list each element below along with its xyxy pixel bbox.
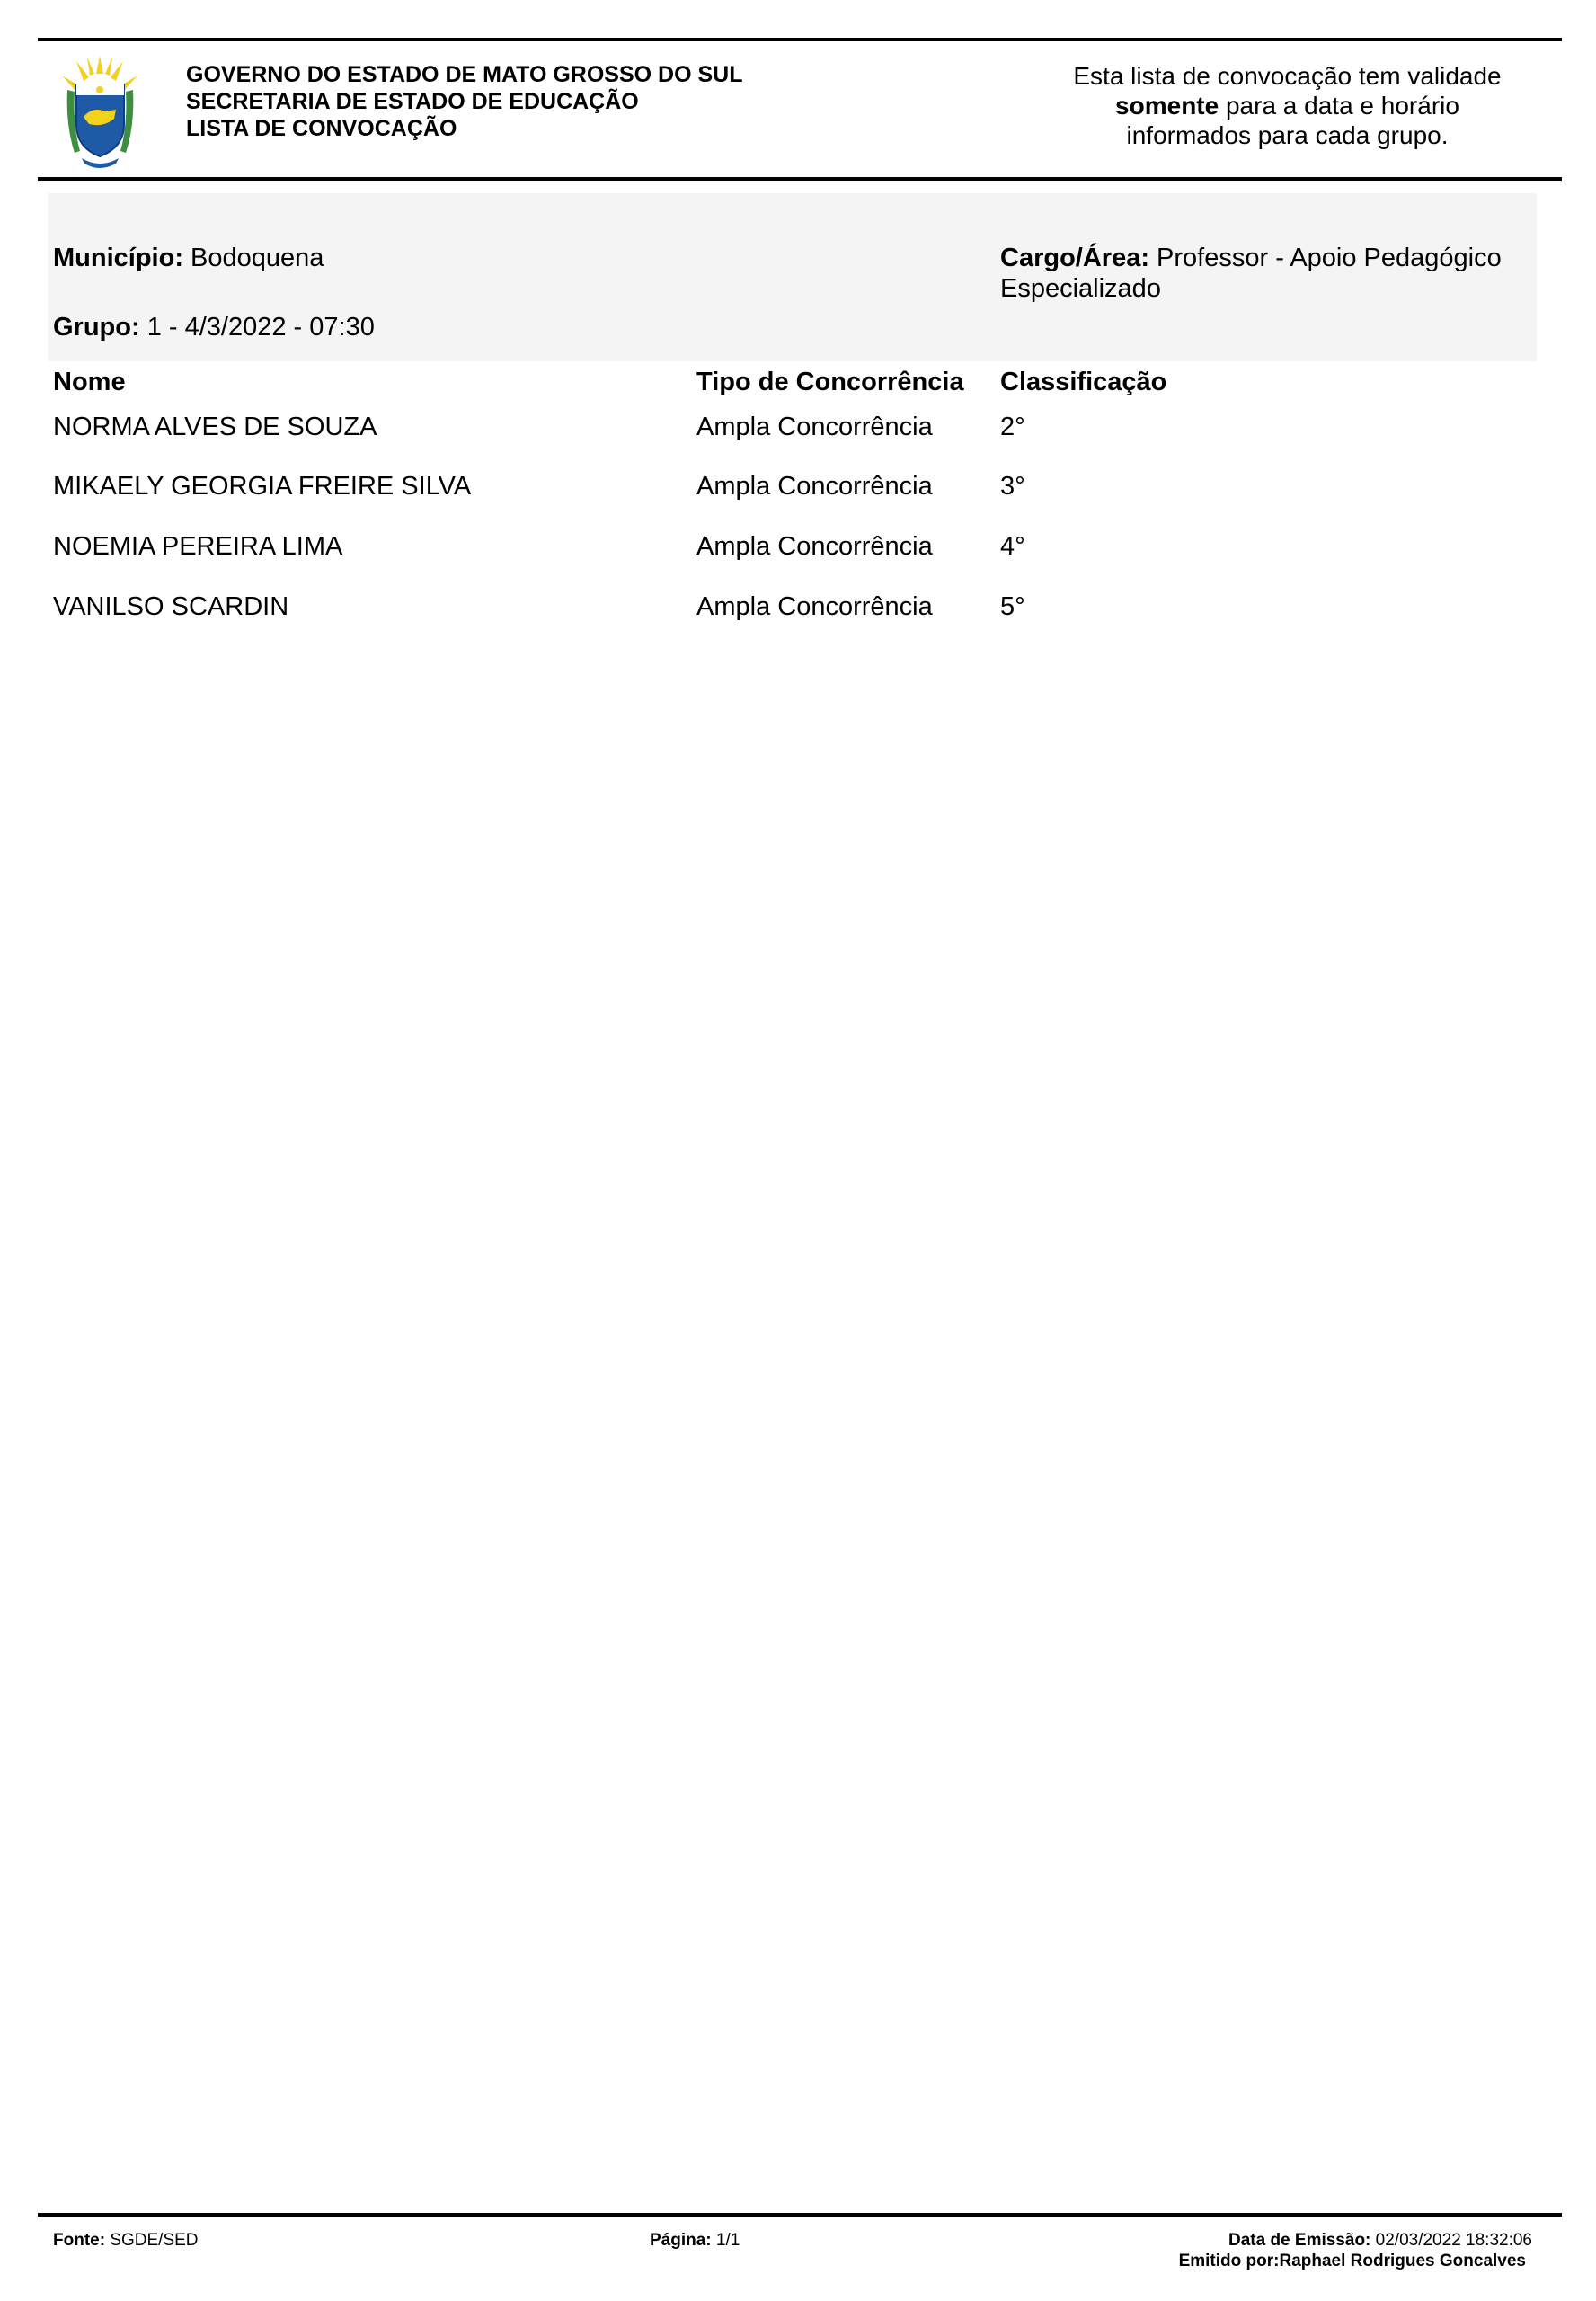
competition-type: Ampla Concorrência bbox=[696, 413, 933, 441]
institution-line: GOVERNO DO ESTADO DE MATO GROSSO DO SUL bbox=[186, 62, 743, 87]
document-title: LISTA DE CONVOCAÇÃO bbox=[186, 116, 457, 141]
column-header-nome: Nome bbox=[53, 368, 126, 396]
candidate-name: NOEMIA PEREIRA LIMA bbox=[53, 532, 343, 561]
source-field bbox=[53, 2230, 199, 2251]
institution-line: SECRETARIA DE ESTADO DE EDUCAÇÃO bbox=[186, 89, 639, 114]
validity-notice-emphasis: somente bbox=[1115, 92, 1219, 120]
ranking: 5° bbox=[1000, 592, 1025, 621]
competition-type: Ampla Concorrência bbox=[696, 592, 933, 621]
grupo-field bbox=[53, 312, 375, 342]
page-value: 1/1 bbox=[711, 2231, 740, 2250]
municipio-field bbox=[53, 243, 324, 273]
validity-notice-line bbox=[1038, 91, 1537, 120]
cargo-value: Professor - Apoio Pedagógico Especializado bbox=[1000, 244, 1502, 303]
competition-type: Ampla Concorrência bbox=[696, 472, 933, 501]
validity-notice-line: informados para cada grupo. bbox=[1126, 121, 1449, 149]
column-header-classificacao: Classificação bbox=[1000, 368, 1167, 396]
validity-notice bbox=[1038, 61, 1537, 150]
table-row bbox=[0, 471, 1596, 507]
grupo-value: 1 - 4/3/2022 - 07:30 bbox=[139, 313, 375, 342]
candidate-name: NORMA ALVES DE SOUZA bbox=[53, 413, 377, 441]
issued-by-label: Emitido por: bbox=[1178, 2252, 1280, 2270]
validity-notice-text: para a data e horário bbox=[1219, 92, 1459, 120]
competition-type: Ampla Concorrência bbox=[696, 532, 933, 561]
cargo-field bbox=[1000, 243, 1530, 304]
grupo-label: Grupo: bbox=[53, 313, 140, 342]
table-row bbox=[0, 412, 1596, 448]
footer-rule bbox=[38, 2213, 1562, 2217]
table-row bbox=[0, 531, 1596, 567]
top-rule bbox=[38, 38, 1562, 41]
institution-header bbox=[186, 61, 743, 142]
ranking: 3° bbox=[1000, 472, 1025, 501]
header-rule bbox=[38, 177, 1562, 181]
column-header-tipo-concorrencia: Tipo de Concorrência bbox=[696, 368, 964, 396]
ranking: 4° bbox=[1000, 532, 1025, 561]
issue-date-value: 02/03/2022 18:32:06 bbox=[1370, 2231, 1532, 2250]
municipio-label: Município: bbox=[53, 244, 183, 272]
issued-by-value: Raphael Rodrigues Goncalves bbox=[1279, 2252, 1526, 2270]
page-number bbox=[650, 2230, 740, 2251]
issue-date-label: Data de Emissão: bbox=[1228, 2231, 1371, 2250]
source-label: Fonte: bbox=[53, 2231, 106, 2250]
source-value: SGDE/SED bbox=[105, 2231, 199, 2250]
state-coat-of-arms-icon bbox=[49, 54, 151, 171]
cargo-label: Cargo/Área: bbox=[1000, 244, 1149, 272]
table-row bbox=[0, 591, 1596, 627]
page-label: Página: bbox=[650, 2231, 712, 2250]
candidate-name: VANILSO SCARDIN bbox=[53, 592, 289, 621]
validity-notice-line: Esta lista de convocação tem validade bbox=[1073, 62, 1502, 90]
issue-date bbox=[1228, 2230, 1532, 2251]
candidate-name: MIKAELY GEORGIA FREIRE SILVA bbox=[53, 472, 472, 501]
ranking: 2° bbox=[1000, 413, 1025, 441]
issued-by bbox=[1179, 2251, 1526, 2271]
municipio-value: Bodoquena bbox=[182, 244, 324, 272]
